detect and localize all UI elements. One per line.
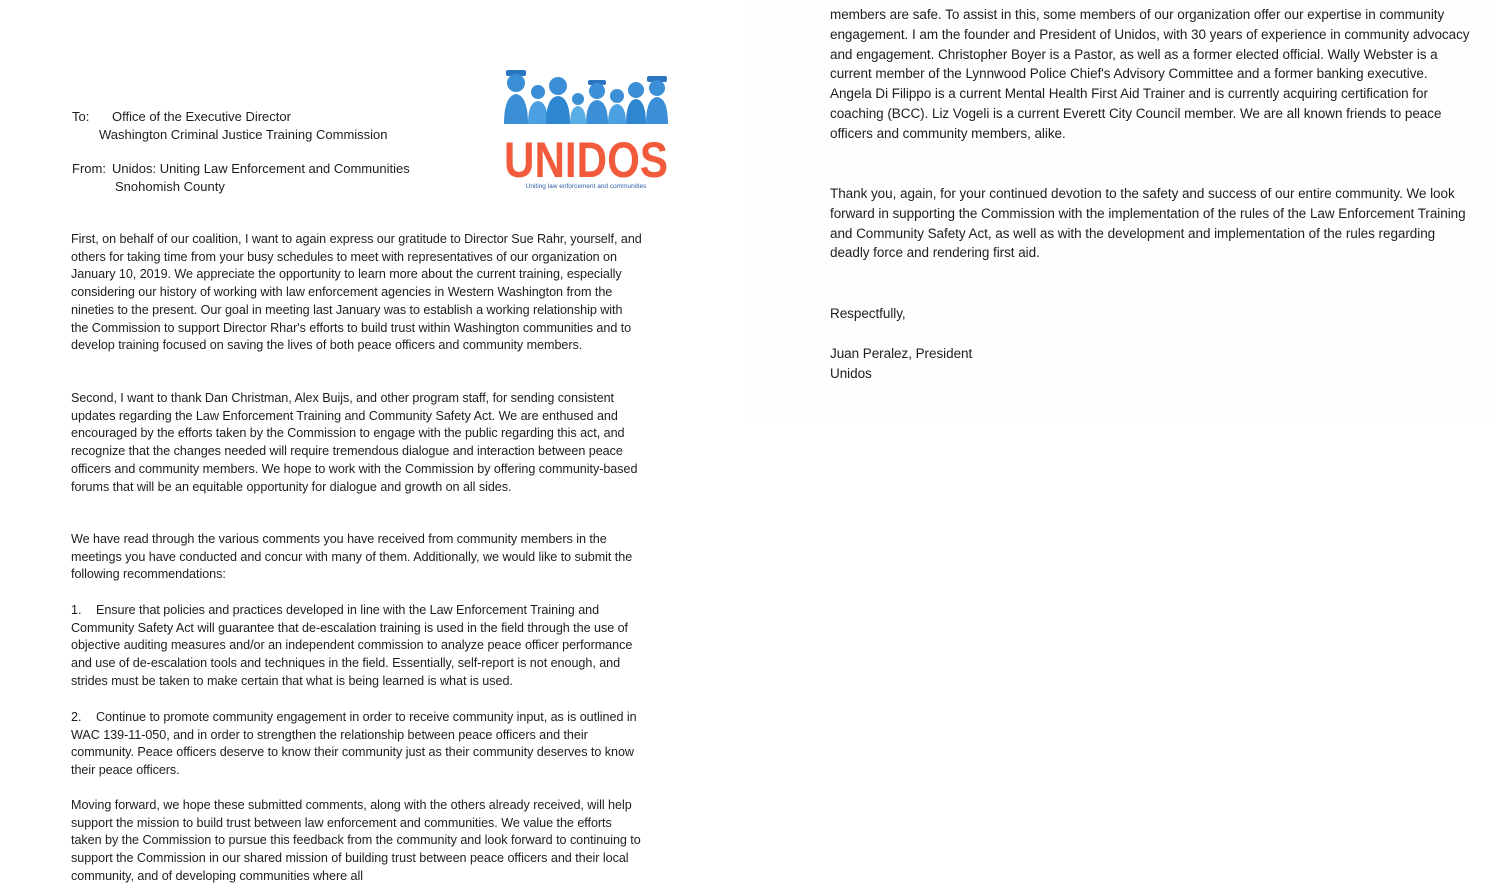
closing bbox=[830, 304, 1470, 324]
recommendation-item bbox=[71, 709, 643, 780]
from-block bbox=[72, 160, 410, 195]
to-label: To: bbox=[72, 109, 90, 124]
from-sender: Unidos: Uniting Law Enforcement and Communities bbox=[112, 161, 410, 176]
recommendation-text: Ensure that policies and practices developed in line with the Law Enforcement Training and Community Safety Act will guarantee that de-escalation training is used in the field through the use of objective auditing measures and/or an independent commission to analyze peace officer performance and use of de-escalation tools and techniques in the field. Essentially, self-report is not enough, and strides must be taken to make certain that what is being learned is what is used. bbox=[71, 603, 633, 688]
paragraph-1-text: First, on behalf of our coalition, I want to again express our gratitude to Director Sue Rahr, yourself, and others for taking time from your busy schedules to meet with representatives of our organization on January 10, 2019. We appreciate the opportunity to learn more about the current training, especially considering our history of working with law enforcement agencies in Western Washington from the nineties to the present. Our goal in meeting last January was to establish a working relationship with the Commission to support Director Rhar's efforts to build trust within Washington communities and to develop training focused on saving the lives of both peace officers and community members. bbox=[71, 232, 642, 353]
paragraph-member-expertise bbox=[830, 5, 1470, 144]
signature-block bbox=[830, 344, 1470, 384]
to-block bbox=[72, 108, 388, 143]
signature-name: Juan Peralez, President bbox=[830, 346, 973, 361]
paragraph-comments-read bbox=[71, 531, 643, 584]
paragraph-moving-forward bbox=[71, 797, 643, 886]
paragraph-4-text: Moving forward, we hope these submitted comments, along with the others already received, will help support the mission to build trust between law enforcement and communities. We value the efforts taken by the Commission to pursue this feedback from the community and look forward to continuing to support the Commission in our shared mission of building trust between peace officers and their local community, and of developing communities where all bbox=[71, 798, 641, 883]
to-organization: Washington Criminal Justice Training Commission bbox=[99, 126, 388, 142]
people-figures-icon bbox=[504, 70, 668, 124]
to-recipient: Office of the Executive Director bbox=[112, 109, 291, 124]
closing-text: Respectfully, bbox=[830, 306, 906, 321]
signature-organization: Unidos bbox=[830, 365, 872, 381]
logo-wordmark: UNIDOS bbox=[504, 132, 668, 188]
logo-tagline: Uniting law enforcement and communities bbox=[525, 183, 647, 190]
recommendation-number: 1. bbox=[71, 603, 82, 617]
letter-page-1 bbox=[0, 0, 748, 891]
paragraph-gratitude bbox=[71, 231, 643, 355]
from-label: From: bbox=[72, 161, 106, 176]
paragraph-6-text: Thank you, again, for your continued devotion to the safety and success of our entire community. We look forward in supporting the Commission with the implementation of the rules of the Law Enforcement Training and Community Safety Act, as well as with the development and implementation of the rules regarding deadly force and rendering first aid. bbox=[830, 186, 1466, 261]
recommendation-number: 2. bbox=[71, 710, 82, 724]
paragraph-5-text: members are safe. To assist in this, some members of our organization offer our expertise in community engagement. I am the founder and President of Unidos, with 30 years of experience in community advocacy and engagement. Christopher Boyer is a Pastor, as well as a former elected official. Wally Webster is a current member of the Lynnwood Police Chief's Advisory Committee and a former banking executive. Angela Di Filippo is a current Mental Health First Aid Trainer and is currently acquiring certification for coaching (BCC). Liz Vogeli is a current Everett City Council member. We are all known friends to peace officers and community members, alike. bbox=[830, 7, 1470, 141]
from-county: Snohomish County bbox=[115, 178, 225, 194]
unidos-logo bbox=[502, 66, 670, 192]
paragraph-3-text: We have read through the various comments you have received from community members in the meetings you have conducted and concur with many of them. Additionally, we would like to submit the following recommendations: bbox=[71, 532, 633, 582]
paragraph-thanks-staff bbox=[71, 390, 643, 496]
paragraph-thank-you bbox=[830, 184, 1470, 263]
recommendation-text: Continue to promote community engagement in order to receive community input, as is outlined in WAC 139-11-050, and in order to strengthen the relationship between peace officers and their community. Peace officers deserve to know their community just as their community deserves to know their peace officers. bbox=[71, 710, 637, 778]
recommendation-item bbox=[71, 602, 643, 691]
paragraph-2-text: Second, I want to thank Dan Christman, Alex Buijs, and other program staff, for sending consistent updates regarding the Law Enforcement Training and Community Safety Act. We are enthused and encouraged by the efforts taken by the Commission to engage with the public regarding this act, and recognize that the changes needed will require tremendous dialogue and interaction between peace officers and community members. We hope to work with the Commission by offering community-based forums that will be an equitable opportunity for dialogue and growth on all sides. bbox=[71, 391, 638, 494]
